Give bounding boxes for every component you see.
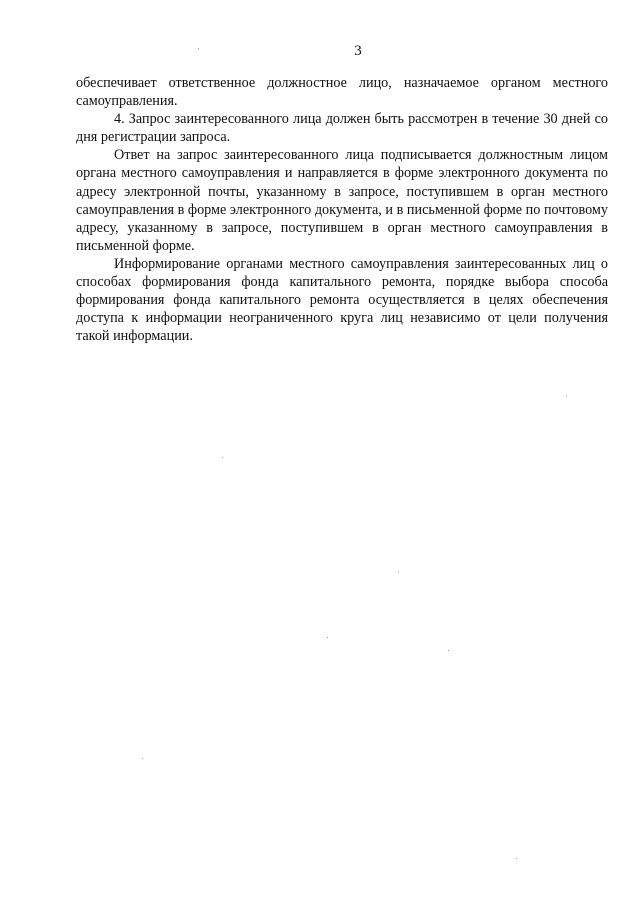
paragraph-4: Информирование органами местного самоуправления заинтересованных лиц о способах формирования фонда капитального ремонта, порядке выбора способа формирования фонда капитального ремонта осуществляется в целях обеспечения доступа к информации неограниченного круга лиц независимо от цели получения такой информации. — [76, 255, 608, 345]
scan-speck — [198, 48, 199, 49]
paragraph-2: 4. Запрос заинтересованного лица должен быть рассмотрен в течение 30 дней со дня регистрации запроса. — [76, 111, 608, 146]
scan-speck — [222, 457, 223, 458]
document-body — [76, 74, 608, 345]
scan-speck — [448, 650, 449, 651]
page-number: 3 — [354, 43, 362, 59]
scan-speck — [398, 572, 399, 573]
scan-speck — [516, 858, 517, 859]
scan-speck — [566, 396, 567, 397]
paragraph-1: обеспечивает ответственное должностное лицо, назначаемое органом местного самоуправления. — [76, 75, 608, 110]
scan-speck — [327, 637, 328, 638]
paragraph-3: Ответ на запрос заинтересованного лица подписывается должностным лицом органа местного самоуправления и направляется в форме электронного документа по адресу электронной почты, указанному в запросе, поступившем в орган местного самоуправления в форме электронного документа, и в письменной форме по почтовому адресу, указанному в запросе, поступившем в орган местного самоуправления в письменной форме. — [76, 147, 608, 254]
scan-speck — [142, 758, 143, 759]
